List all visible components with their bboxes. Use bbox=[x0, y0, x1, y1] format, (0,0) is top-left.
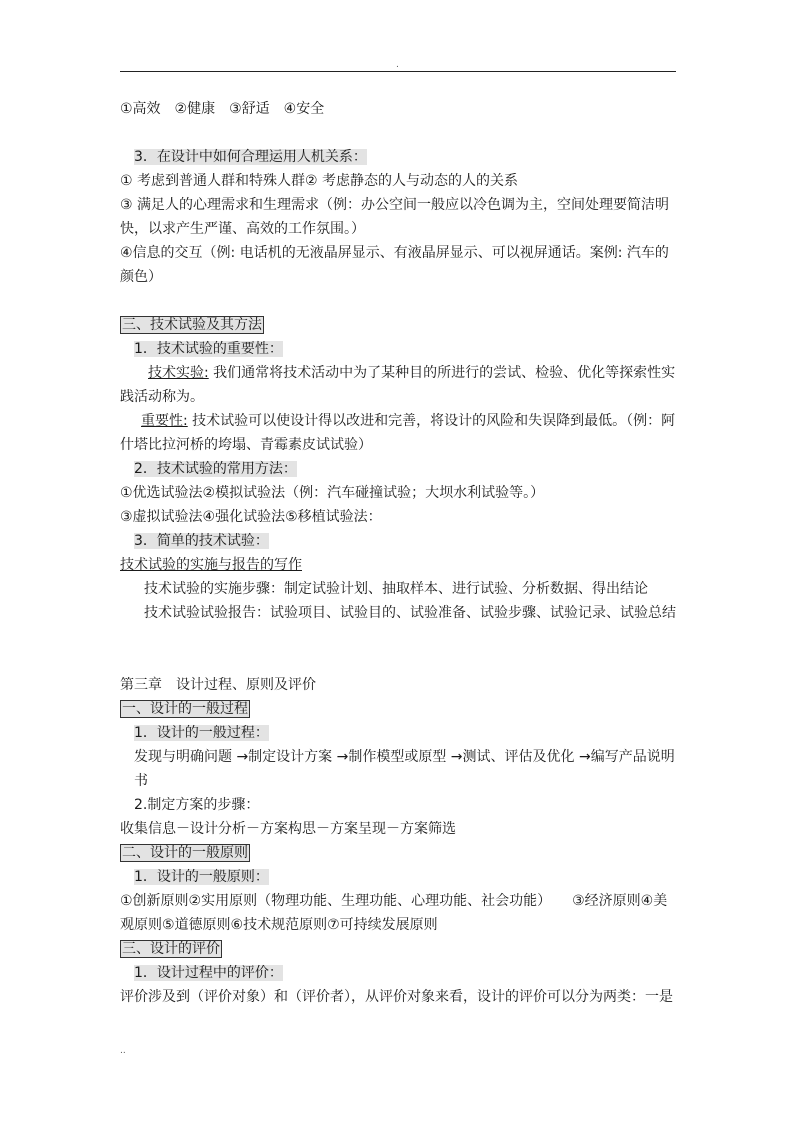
subheading-importance bbox=[120, 337, 676, 361]
paragraph-report-title bbox=[120, 553, 676, 577]
section-heading-3b bbox=[120, 937, 676, 961]
paragraph-principles: ①高效 ②健康 ③舒适 ④安全 bbox=[120, 101, 325, 117]
section-heading-1 bbox=[120, 697, 676, 721]
paragraph-report: 技术试验试验报告：试验项目、试验目的、试验准备、试验步骤、试验记录、试验总结 bbox=[144, 605, 676, 621]
paragraph-principles-list: ①创新原则②实用原则（物理功能、生理功能、心理功能、社会功能） ③经济原则④美观原则⑤道德原则⑥技术规范原则⑦可持续发展原则 bbox=[120, 893, 668, 933]
paragraph-evaluation: 评价涉及到（评价对象）和（评价者），从评价对象来看，设计的评价可以分为两类：一是 bbox=[120, 989, 673, 1005]
paragraph-plan-steps: 收集信息－设计分析－方案构思－方案呈现－方案筛选 bbox=[120, 821, 456, 837]
paragraph-importance bbox=[120, 409, 676, 457]
section-heading-3b-text: 三、设计的评价 bbox=[122, 941, 220, 957]
subheading-methods-text: 2．技术试验的常用方法： bbox=[134, 461, 297, 477]
subheading-methods bbox=[120, 457, 676, 481]
header-mark: . bbox=[396, 60, 399, 70]
subheading-process-text: 1．设计的一般过程： bbox=[134, 725, 269, 741]
term-importance: 重要性: bbox=[141, 413, 188, 429]
report-title-text: 技术试验的实施与报告的写作 bbox=[120, 557, 302, 573]
paragraph-item-4: ④信息的交互（例: 电话机的无液晶屏显示、有液晶屏显示、可以视屏通话。案例: 汽车的颜色） bbox=[120, 245, 669, 285]
subheading-process bbox=[120, 721, 676, 745]
section-heading-3-text: 三、技术试验及其方法 bbox=[122, 317, 262, 333]
section-heading-2-text: 二、设计的一般原则 bbox=[122, 845, 248, 861]
section-heading-1-text: 一、设计的一般过程 bbox=[122, 701, 248, 717]
subheading-simple-test bbox=[120, 529, 676, 553]
header-rule bbox=[120, 71, 676, 72]
paragraph-item-3: ③ 满足人的心理需求和生理需求（例：办公空间一般应以冷色调为主，空间处理要简洁明快，以求产生严谨、高效的工作氛围。） bbox=[120, 197, 669, 237]
subheading-plan-steps: 2.制定方案的步骤： bbox=[134, 797, 260, 813]
paragraph-methods-2: ③虚拟试验法④强化试验法⑤移植试验法： bbox=[120, 509, 382, 525]
footer-mark: .. bbox=[120, 1046, 126, 1056]
subheading-ergonomics bbox=[120, 145, 676, 169]
document-body bbox=[120, 97, 676, 1009]
subheading-evaluation-text: 1．设计过程中的评价： bbox=[134, 965, 283, 981]
subheading-principles-text: 1．设计的一般原则： bbox=[134, 869, 269, 885]
definition-text: 我们通常将技术活动中为了某种目的所进行的尝试、检验、优化等探索性实践活动称为。 bbox=[120, 365, 676, 405]
importance-text: 技术试验可以使设计得以改进和完善，将设计的风险和失误降到最低。（例：阿什塔比拉河桥的垮塌、青霉素皮试试验） bbox=[120, 413, 676, 453]
section-heading-2 bbox=[120, 841, 676, 865]
section-heading-3 bbox=[120, 313, 676, 337]
paragraph-steps: 技术试验的实施步骤：制定试验计划、抽取样本、进行试验、分析数据、得出结论 bbox=[144, 581, 648, 597]
subheading-principles bbox=[120, 865, 676, 889]
term-tech-experiment: 技术实验: bbox=[148, 365, 209, 381]
subheading-ergonomics-text: 3．在设计中如何合理运用人机关系： bbox=[134, 149, 367, 165]
subheading-importance-text: 1．技术试验的重要性： bbox=[134, 341, 283, 357]
paragraph-process-flow: 发现与明确问题 →制定设计方案 →制作模型或原型 →测试、评估及优化 →编写产品说明书 bbox=[134, 749, 675, 789]
subheading-evaluation bbox=[120, 961, 676, 985]
chapter-title: 第三章 设计过程、原则及评价 bbox=[120, 677, 316, 693]
subheading-simple-test-text: 3．简单的技术试验： bbox=[134, 533, 269, 549]
paragraph-item-1: ① 考虑到普通人群和特殊人群② 考虑静态的人与动态的人的关系 bbox=[120, 173, 519, 189]
paragraph-definition bbox=[120, 361, 676, 409]
paragraph-methods-1: ①优选试验法②模拟试验法（例：汽车碰撞试验；大坝水利试验等。） bbox=[120, 485, 545, 501]
